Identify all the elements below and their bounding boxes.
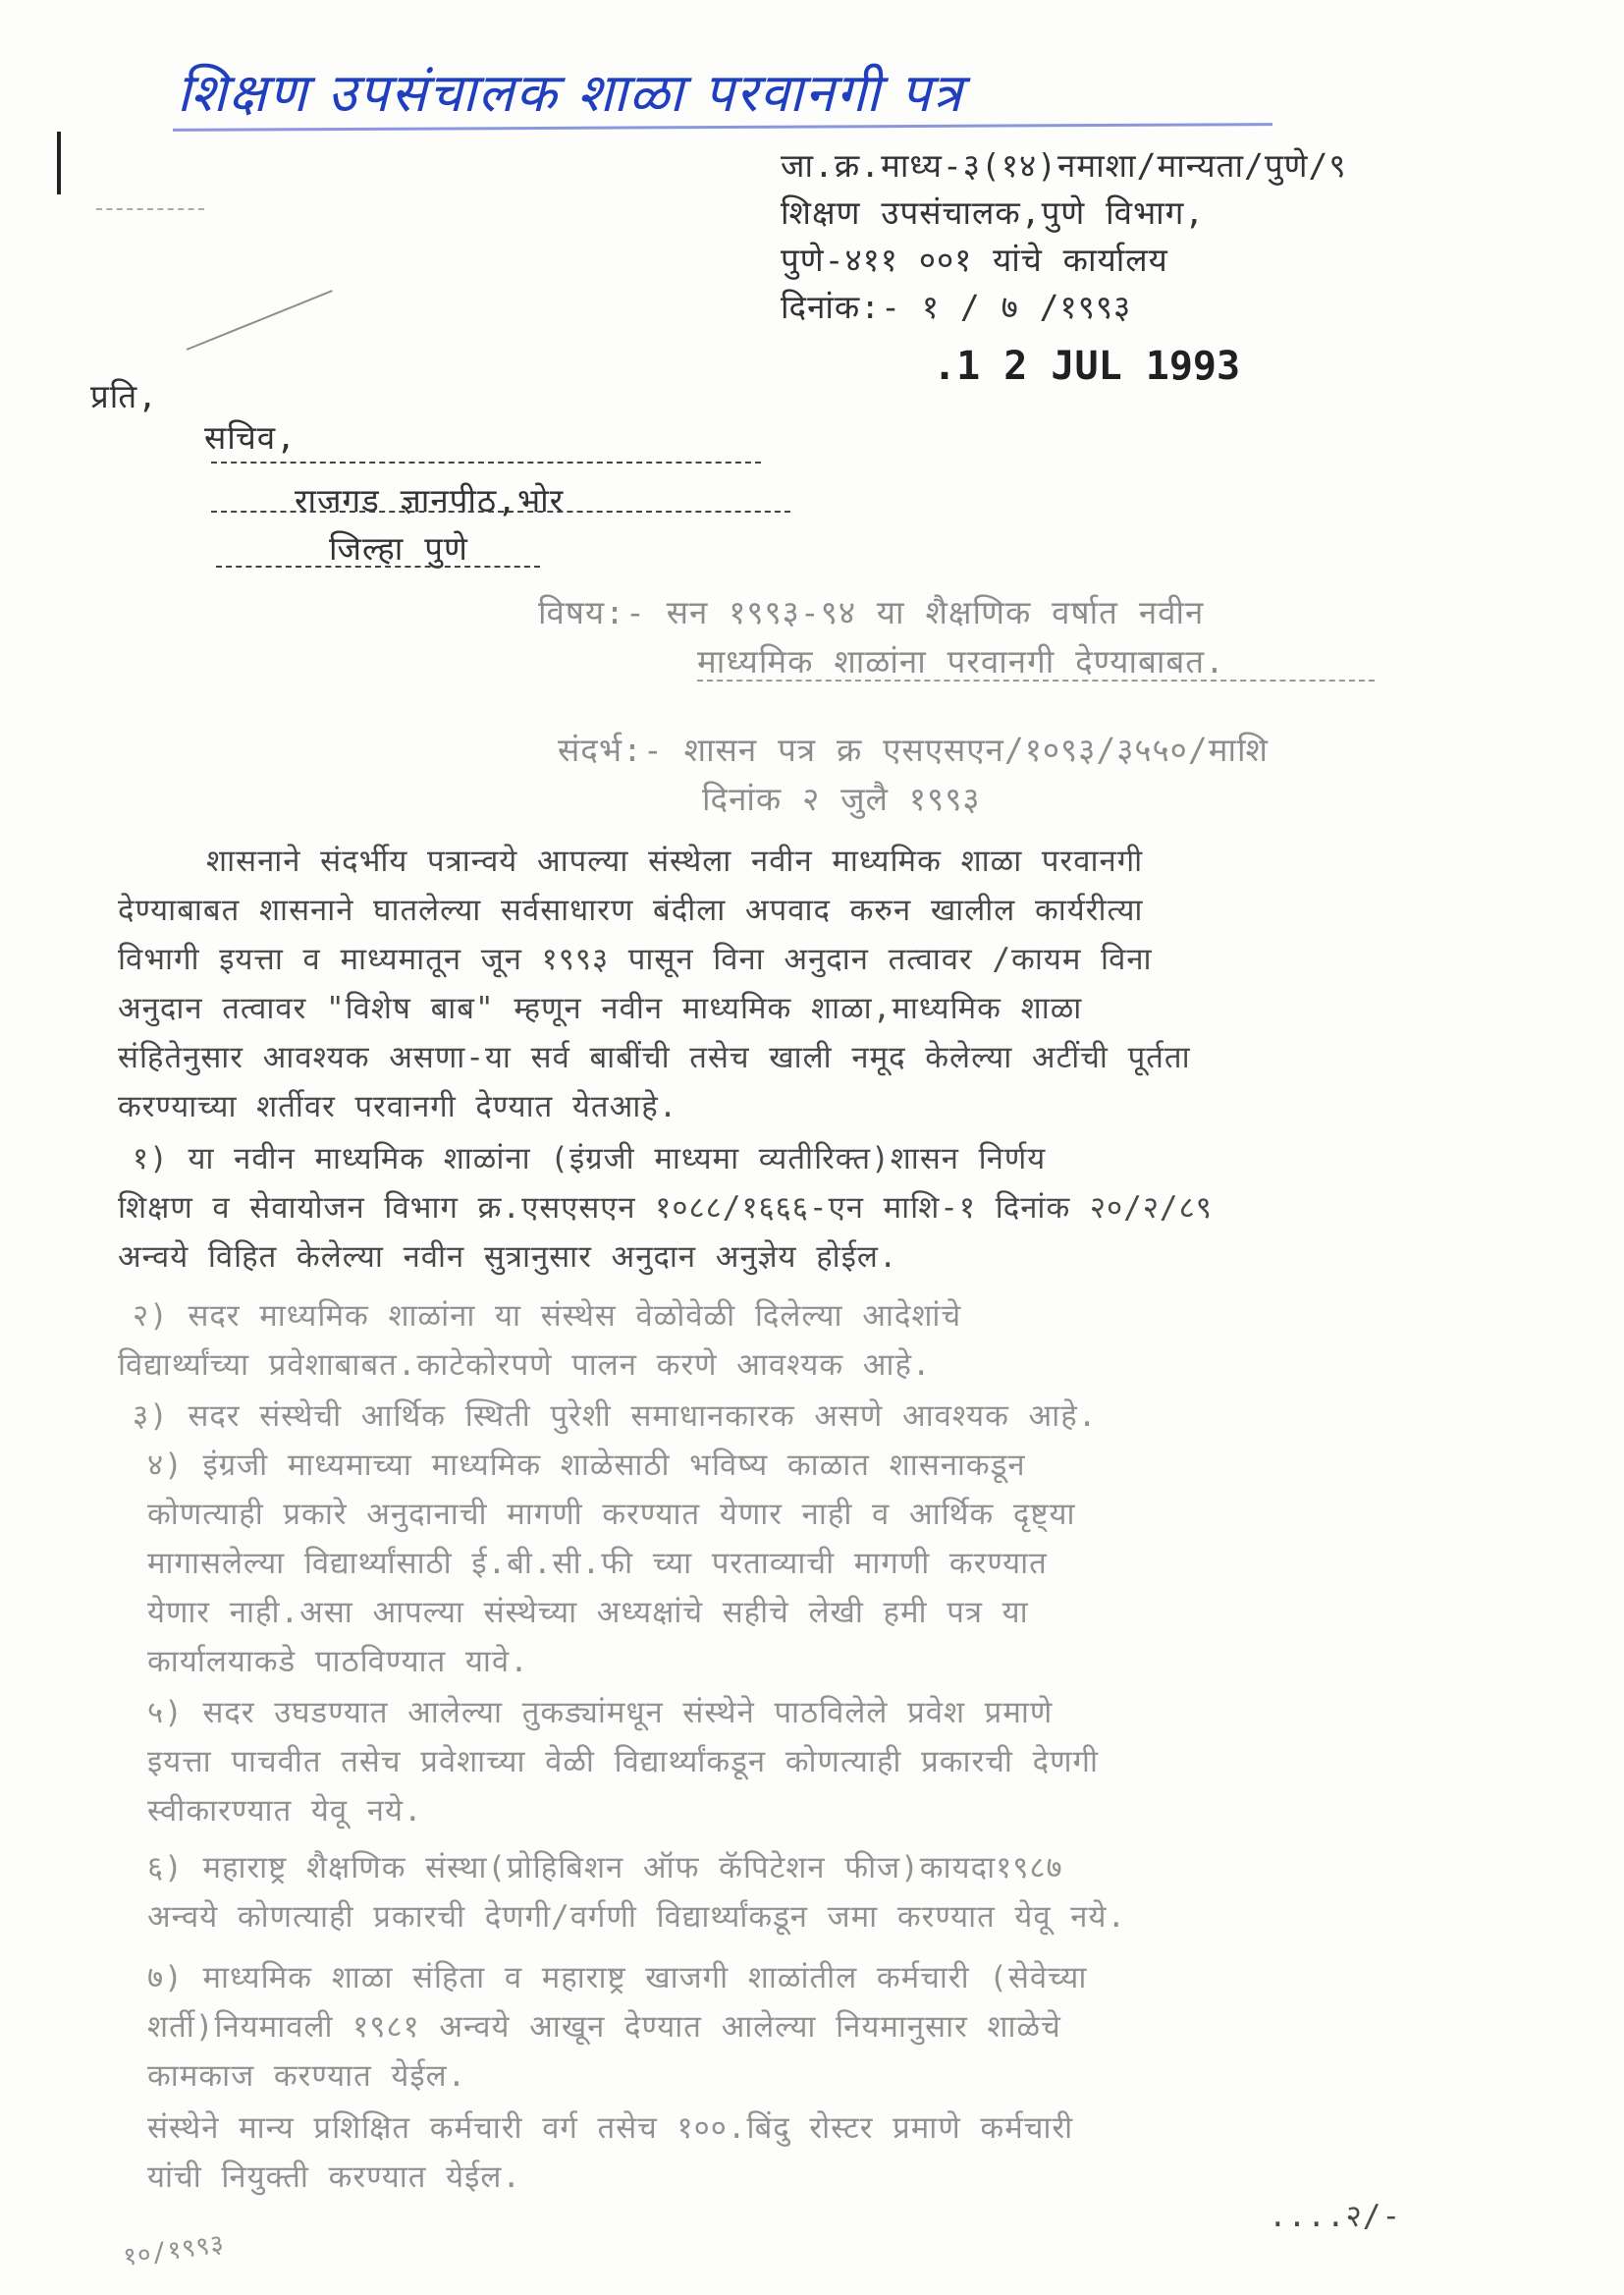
- condition-line: कार्यालयाकडे पाठविण्यात यावे.: [147, 1644, 529, 1679]
- subject-underline: [697, 680, 1375, 682]
- condition-line: १) या नवीन माध्यमिक शाळांना (इंग्रजी माध्यमा व्यतीरिक्त)शासन निर्णय: [133, 1141, 1047, 1176]
- body-line: संहितेनुसार आवश्यक असणा-या सर्व बाबींची तसेच खाली नमूद केलेल्या अटींची पूर्तता: [118, 1040, 1191, 1075]
- condition-line: यांची नियुक्ती करण्यात येईल.: [147, 2159, 522, 2195]
- page-continued: ....२/-: [1269, 2199, 1402, 2234]
- condition-line: ३) सदर संस्थेची आर्थिक स्थिती पुरेशी समाधानकारक असणे आवश्यक आहे.: [133, 1398, 1098, 1434]
- condition-line: येणार नाही.असा आपल्या संस्थेच्या अध्यक्षांचे सहीचे लेखी हमी पत्र या: [147, 1595, 1029, 1630]
- body-line: अनुदान तत्वावर "विशेष बाब" म्हणून नवीन माध्यमिक शाळा,माध्यमिक शाळा: [118, 991, 1083, 1026]
- pen-stroke: [187, 290, 333, 351]
- addressee-district: जिल्हा पुणे: [329, 529, 468, 568]
- body-line: शासनाने संदर्भीय पत्रान्वये आपल्या संस्थेला नवीन माध्यमिक शाळा परवानगी: [206, 844, 1144, 879]
- subject-line-2: माध्यमिक शाळांना परवानगी देण्याबाबत.: [697, 642, 1225, 681]
- body-line: देण्याबाबत शासनाने घातलेल्या सर्वसाधारण बंदीला अपवाद करुन खालील कार्यरीत्या: [118, 893, 1144, 928]
- condition-line: अन्वये कोणत्याही प्रकारची देणगी/वर्गणी विद्यार्थ्यांकडून जमा करण्यात येवू नये.: [147, 1899, 1127, 1935]
- condition-line: शिक्षण व सेवायोजन विभाग क्र.एसएसएन १०८८/१६६६-एन माशि-१ दिनांक २०/२/८९: [118, 1190, 1213, 1226]
- condition-line: ५) सदर उघडण्यात आलेल्या तुकड्यांमधून संस्थेने पाठविलेले प्रवेश प्रमाणे: [147, 1695, 1054, 1730]
- condition-line: अन्वये विहित केलेल्या नवीन सुत्रानुसार अनुदान अनुज्ञेय होईल.: [118, 1239, 898, 1275]
- reference-line-2: दिनांक २ जुलै १९९३: [702, 780, 981, 818]
- faded-stamp: [96, 165, 204, 210]
- condition-line: मागासलेल्या विद्यार्थ्यांसाठी ई.बी.सी.फी च्या परताव्याची मागणी करण्यात: [147, 1546, 1048, 1581]
- condition-line: संस्थेने मान्य प्रशिक्षित कर्मचारी वर्ग तसेच १००.बिंदु रोस्टर प्रमाणे कर्मचारी: [147, 2110, 1074, 2146]
- reference-number: जा.क्र.माध्य-३(१४)नमाशा/मान्यता/पुणे/९: [781, 146, 1347, 185]
- margin-mark: [57, 132, 61, 194]
- dash-rule-3: [216, 566, 540, 568]
- condition-line: ६) महाराष्ट्र शैक्षणिक संस्था(प्रोहिबिशन ऑफ कॅपिटेशन फीज)कायदा१९८७: [147, 1850, 1063, 1885]
- subject-line-1: विषय:- सन १९९३-९४ या शैक्षणिक वर्षात नवीन: [538, 593, 1205, 631]
- condition-line: इयत्ता पाचवीत तसेच प्रवेशाच्या वेळी विद्यार्थ्यांकडून कोणत्याही प्रकारची देणगी: [147, 1744, 1099, 1779]
- condition-line: शर्ती)नियमावली १९८१ अन्वये आखून देण्यात आलेल्या नियमानुसार शाळेचे: [147, 2009, 1061, 2045]
- office-line-1: शिक्षण उपसंचालक,पुणे विभाग,: [781, 193, 1206, 232]
- date-line: दिनांक:- १ / ७ /१९९३: [781, 288, 1132, 326]
- condition-line: कोणत्याही प्रकारे अनुदानाची मागणी करण्यात येणार नाही व आर्थिक दृष्ट्या: [147, 1497, 1076, 1532]
- reference-line-1: संदर्भ:- शासन पत्र क्र एसएसएन/१०९३/३५५०/माशि: [558, 731, 1269, 769]
- condition-line: कामकाज करण्यात येईल.: [147, 2058, 467, 2094]
- body-line: विभागी इयत्ता व माध्यमातून जून १९९३ पासून विना अनुदान तत्वावर /कायम विना: [118, 942, 1153, 977]
- dash-rule-1: [211, 462, 761, 464]
- corner-handwriting: १०/१९९३: [121, 2228, 227, 2273]
- addressee-institution: राजगड ज्ञानपीठ,भोर: [295, 481, 565, 519]
- condition-line: विद्यार्थ्यांच्या प्रवेशाबाबत.काटेकोरपणे पालन करणे आवश्यक आहे.: [118, 1347, 932, 1383]
- condition-line: ४) इंग्रजी माध्यमाच्या माध्यमिक शाळेसाठी भविष्य काळात शासनाकडून: [147, 1448, 1026, 1483]
- dash-rule-2: [211, 511, 790, 513]
- received-date-stamp: .1 2 JUL 1993: [933, 344, 1241, 389]
- condition-line: स्वीकारण्यात येवू नये.: [147, 1793, 423, 1829]
- addressee-designation: सचिव,: [204, 418, 298, 457]
- office-line-2: पुणे-४११ ००१ यांचे कार्यालय: [781, 241, 1168, 279]
- condition-line: ७) माध्यमिक शाळा संहिता व महाराष्ट्र खाजगी शाळांतील कर्मचारी (सेवेच्या: [147, 1960, 1088, 1995]
- handwritten-title: शिक्षण उपसंचालक शाळा परवानगी पत्र: [177, 62, 964, 124]
- body-line: करण्याच्या शर्तीवर परवानगी देण्यात येतआहे.: [118, 1089, 678, 1124]
- addressee-to: प्रति,: [90, 377, 159, 415]
- condition-line: २) सदर माध्यमिक शाळांना या संस्थेस वेळोवेळी दिलेल्या आदेशांचे: [133, 1298, 962, 1334]
